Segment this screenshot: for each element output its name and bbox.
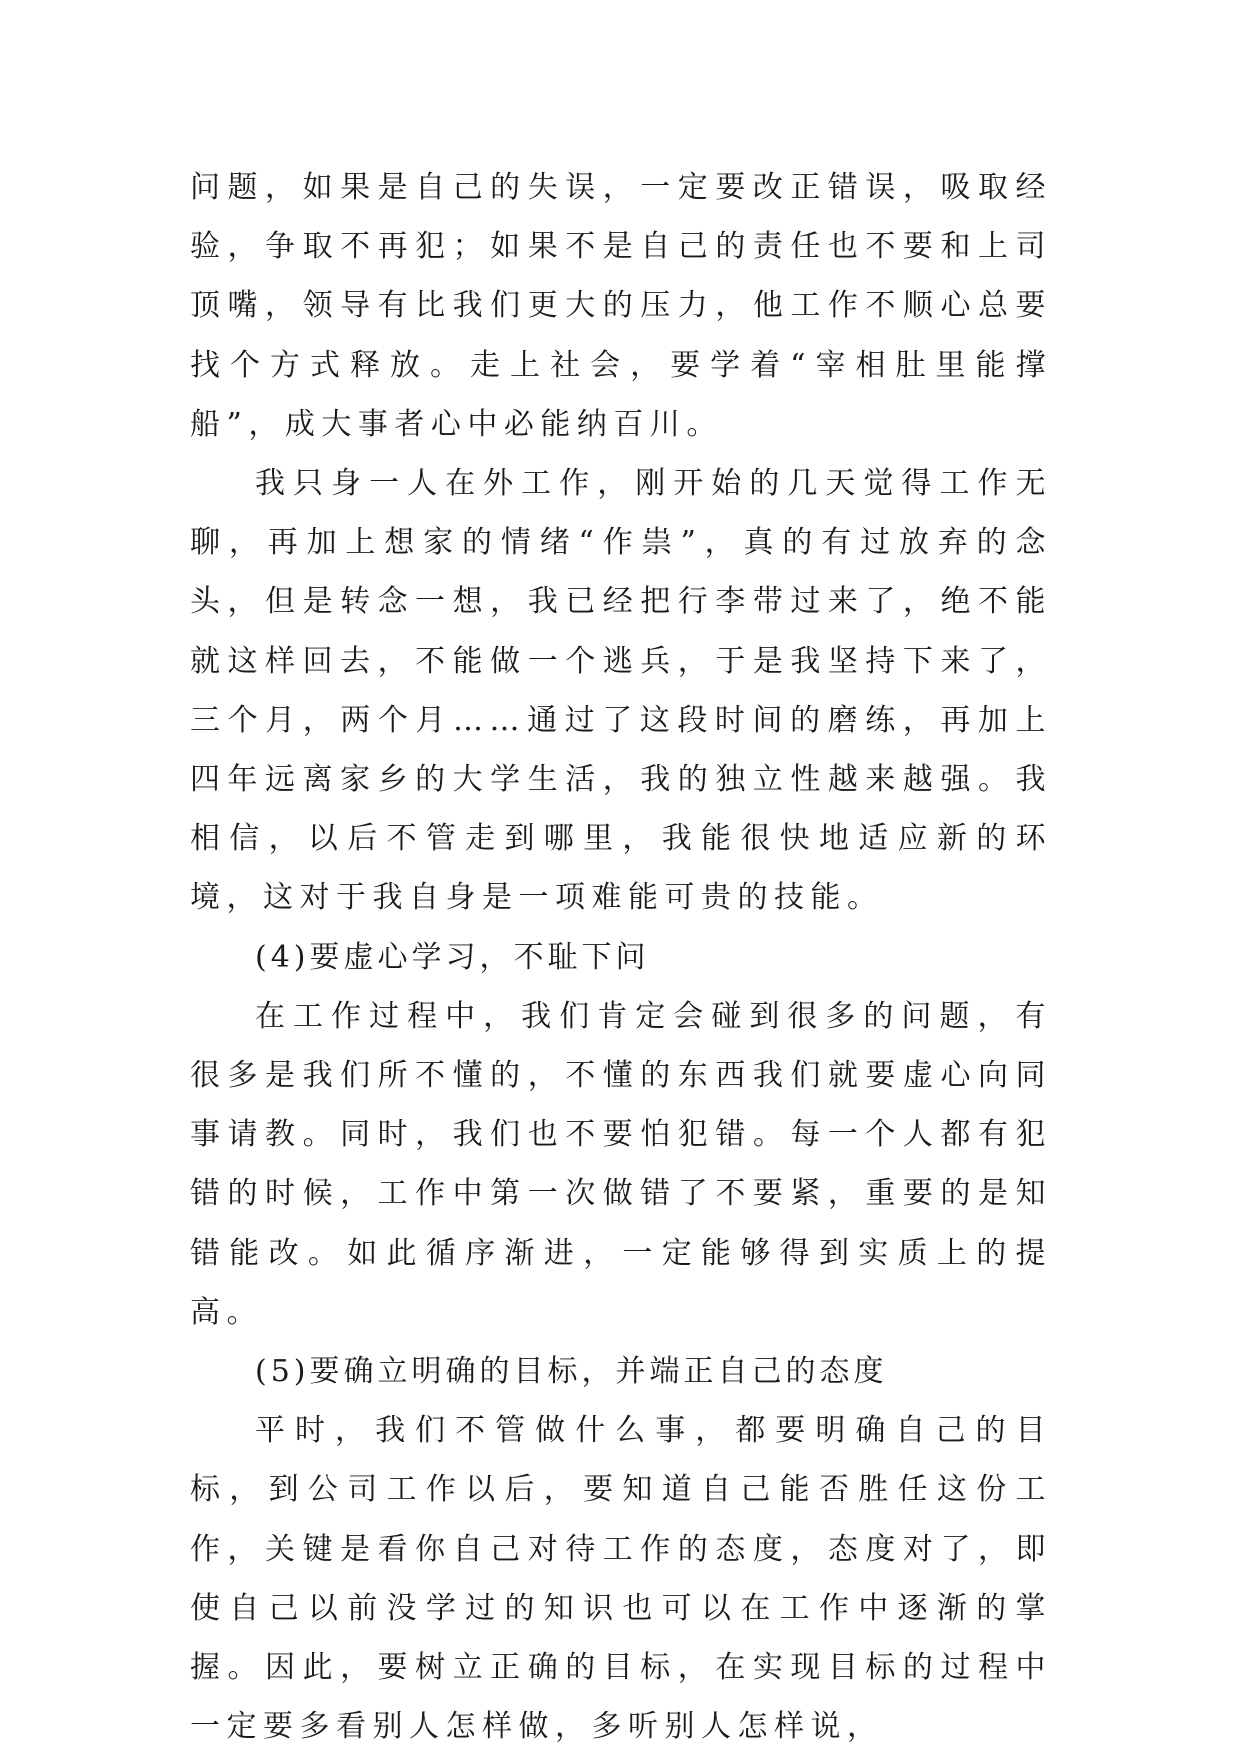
paragraph-goals: 平时，我们不管做什么事，都要明确自己的目标，到公司工作以后，要知道自己能否胜任这份工作，关键是看你自己对待工作的态度，态度对了，即使自己以前没学过的知识也可以在工作中逐渐的掌握。因此，要树立正确的目标，在实现目标的过程中一定要多看别人怎样做，多听别人怎样说， xyxy=(190,1413,1052,1745)
section-heading-4: (4)要虚心学习，不耻下问 xyxy=(255,939,650,975)
paragraph-living-alone: 我只身一人在外工作，刚开始的几天觉得工作无聊，再加上想家的情绪“作祟”，真的有过放弃的念头，但是转念一想，我已经把行李带过来了，绝不能就这样回去，不能做一个逃兵，于是我坚持下来了，三个月，两个月……通过了这段时间的磨练，再加上四年远离家乡的大学生活，我的独立性越来越强。我相信，以后不管走到哪里，我能很快地适应新的环境，这对于我自身是一项难能可贵的技能。 xyxy=(190,466,1052,916)
paragraph-continuation: 问题，如果是自己的失误，一定要改正错误，吸取经验，争取不再犯；如果不是自己的责任也不要和上司顶嘴，领导有比我们更大的压力，他工作不顺心总要找个方式释放。走上社会，要学着“宰相肚里能撑船”，成大事者心中必能纳百川。 xyxy=(190,170,1052,442)
document-body xyxy=(190,158,1052,1756)
paragraph-learning: 在工作过程中，我们肯定会碰到很多的问题，有很多是我们所不懂的，不懂的东西我们就要虚心向同事请教。同时，我们也不要怕犯错。每一个人都有犯错的时候，工作中第一次做错了不要紧，重要的是知错能改。如此循序渐进，一定能够得到实质上的提高。 xyxy=(190,998,1052,1330)
section-heading-5: (5)要确立明确的目标，并端正自己的态度 xyxy=(255,1354,888,1390)
